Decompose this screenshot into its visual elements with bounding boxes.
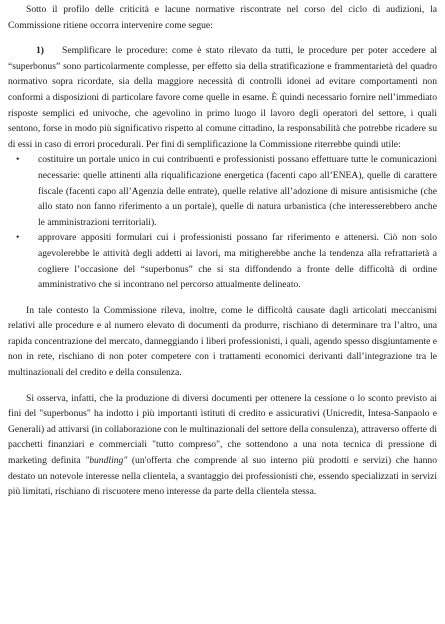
list-item-text: approvare appositi formulari cui i professionisti possano far riferimento e attenersi. Ciò non solo agevolerebbe le attività degli addetti ai lavori, ma mitigherebbe anche la tendenza alla refrattarietà a cogliere l’occasione del “superbonus” che si sta diffondendo a fronte delle difficoltà di ordine amministrativo che si incontrano nel percorso attualmente delineato. <box>38 232 437 291</box>
list-item <box>8 152 437 230</box>
bullet-icon: • <box>16 232 20 244</box>
point-1-number: 1) <box>36 45 44 57</box>
paragraph-bundling-end: (un'offerta che comprende al suo interno più prodotti e servizi) che hanno destato un notevole interesse nella clientela, a svantaggio dei professionisti che, essendo specializzati in servizi più limitati, rischiano di riscuotere meno interesse da parte della clientela stessa. <box>8 455 437 498</box>
spacer <box>8 33 437 43</box>
paragraph-bundling-start: Si osserva, infatti, che la produzione di diversi documenti per ottenere la cessione o lo sconto previsto ai fini del "superbonus" ha indotto i più importanti istituti di credito e assicurativi (Unicredit, Intesa-Sanpaolo e Generali) ad attivarsi (in collaborazione con le multinazionali del settore della consulenza), attraverso offerte di pacchetti finanziari e commerciali "tutto compreso", che sottendono a una nota tecnica di pressione di marketing definita <box>8 392 437 467</box>
list-item <box>8 230 437 292</box>
intro-paragraph: Sotto il profilo delle criticità e lacune normative riscontrate nel corso del ciclo di audizioni, la Commissione ritiene occorra intervenire come segue: <box>8 4 437 31</box>
point-1-paragraph <box>8 43 437 152</box>
bundling-term: "bundling" <box>85 455 128 467</box>
bullet-icon: • <box>16 154 20 166</box>
list-item-text: costituire un portale unico in cui contribuenti e professionisti possano effettuare tutte le comunicazioni necessarie: quelle attinenti alla riqualificazione energetica (facenti capo all’ENEA), quelle di carattere fiscale (facenti capo all’Agenzia delle entrate), quelle relative all’adozione di misure antisismiche (che allo stato non fanno riferimento a un portale), quelle di natura urbanistica (che interesserebbero anche le amministrazioni territoriali). <box>38 154 437 228</box>
paragraph-market-concentration: In tale contesto la Commissione rileva, inoltre, come le difficoltà causate dagli articolati meccanismi relativi alle procedure e al numero elevato di documenti da produrre, rischiano di determinare tra l’altro, una rapida concentrazione del mercato, danneggiando i liberi professionisti, i quali, agendo spesso disgiuntamente e non in rete, rischiano di non poter competere con i trattamenti economici derivanti dall’integrazione tra le multinazionali del credito e della consulenza. <box>8 304 437 379</box>
spacer <box>8 293 437 303</box>
spacer <box>8 381 437 391</box>
paragraph-bundling <box>8 391 437 500</box>
point-1-text: Semplificare le procedure: come è stato rilevato da tutti, le procedure per poter accedere al “superbonus” sono particolarmente complesse, per effetto sia della stratificazione e frammentarietà del quadro normativo sopra ricordate, sia della maggiore necessità di controlli idonei ad evitare comportamenti non conformi a disposizioni di particolare favore come quelle in esame. È quindi necessario fornire nell’immediato risposte semplici ed univoche, che agevolino in primo luogo il lavoro degli operatori del settore, i quali sentono, forse in modo più significativo rispetto al comune cittadino, la responsabilità che potrebbe ricadere su di essi in caso di errori procedurali. Per fini di semplificazione la Commissione riterrebbe quindi utile: <box>8 45 437 150</box>
simplification-list <box>8 152 437 292</box>
